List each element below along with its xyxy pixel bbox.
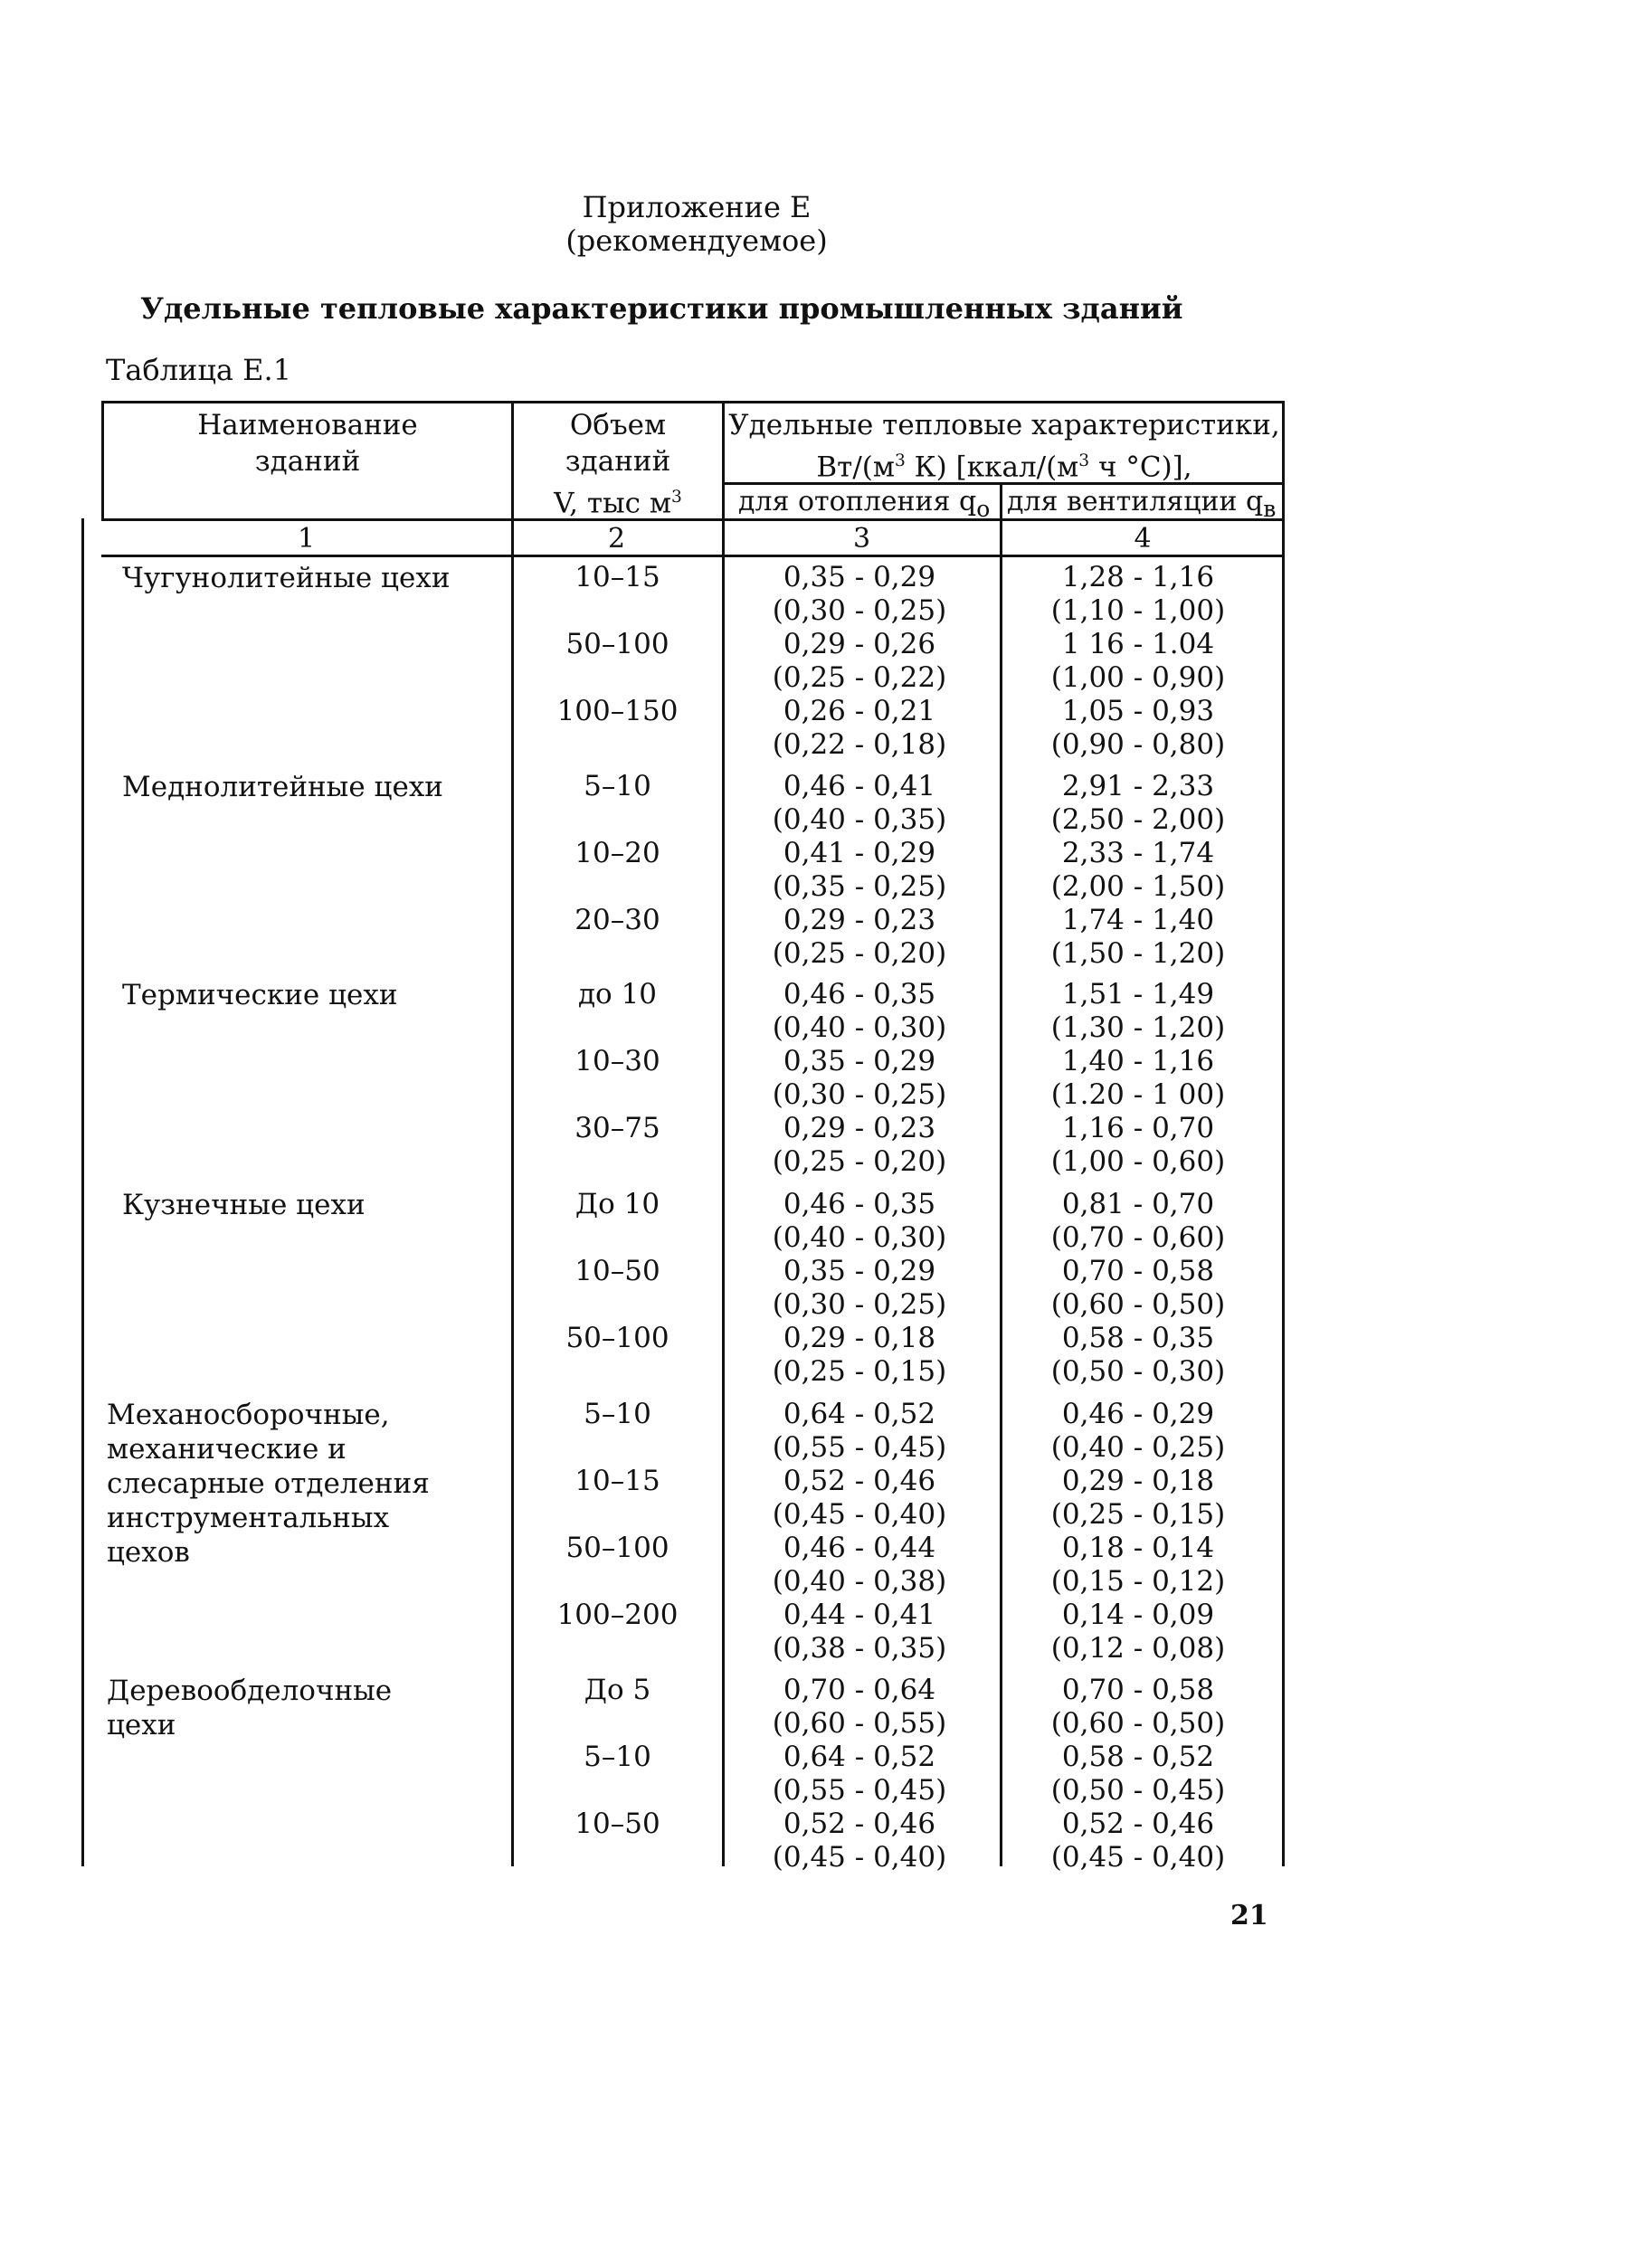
heating-cell bbox=[724, 1741, 995, 1808]
ventilation-cell bbox=[1002, 1808, 1274, 1874]
header-char-unit-a: Вт/(м bbox=[816, 451, 895, 484]
ventilation-cell bbox=[1002, 1188, 1274, 1255]
heating-value-line: (0,60 - 0,55) bbox=[772, 1707, 947, 1740]
heating-cell bbox=[724, 1255, 995, 1322]
heating-value-line: 0,64 - 0,52 bbox=[783, 1741, 936, 1773]
heating-value-line: (0,40 - 0,30) bbox=[772, 1011, 947, 1044]
header-volume-unit: V, тыс м bbox=[554, 487, 671, 520]
heating-value-line: (0,38 - 0,35) bbox=[772, 1632, 947, 1665]
header-name bbox=[104, 407, 511, 479]
ventilation-value-line: (0,12 - 0,08) bbox=[1050, 1632, 1226, 1665]
heating-value-line: 0,44 - 0,41 bbox=[783, 1599, 936, 1631]
ventilation-value-line: (0,70 - 0,60) bbox=[1050, 1221, 1226, 1254]
header-char-unit-c: ч °С)], bbox=[1089, 451, 1192, 484]
heating-value-line: 0,70 - 0,64 bbox=[783, 1674, 936, 1706]
section-title: Удельные тепловые характеристики промышленных зданий bbox=[140, 291, 1183, 326]
building-name bbox=[122, 978, 520, 1012]
ventilation-cell bbox=[1002, 837, 1274, 904]
column-number-1: 1 bbox=[297, 523, 316, 555]
ventilation-cell bbox=[1002, 770, 1274, 837]
heating-value-line: (0,25 - 0,15) bbox=[772, 1355, 947, 1388]
ventilation-value-line: 2,33 - 1,74 bbox=[1061, 837, 1215, 869]
ventilation-value-line: 0,18 - 0,14 bbox=[1061, 1532, 1215, 1564]
heating-value-line: 0,29 - 0,18 bbox=[783, 1322, 936, 1354]
ventilation-cell bbox=[1002, 561, 1274, 628]
header-ventilation-label: для вентиляции q bbox=[1007, 486, 1264, 517]
ventilation-value-line: 2,91 - 2,33 bbox=[1061, 770, 1215, 802]
heating-cell bbox=[724, 1398, 995, 1465]
ventilation-value-line: 1,74 - 1,40 bbox=[1061, 904, 1215, 936]
ventilation-value-line: 0,52 - 0,46 bbox=[1061, 1808, 1215, 1840]
ventilation-cell bbox=[1002, 1599, 1274, 1665]
volume-cell: 10–15 bbox=[574, 561, 660, 593]
appendix-note: (рекомендуемое) bbox=[565, 223, 828, 258]
appendix-title: Приложение Е bbox=[582, 190, 812, 224]
header-char-line1: Удельные тепловые характеристики, bbox=[728, 409, 1280, 441]
ventilation-value-line: (0,50 - 0,45) bbox=[1050, 1774, 1226, 1807]
ventilation-value-line: 0,14 - 0,09 bbox=[1061, 1599, 1215, 1631]
heating-value-line: 0,64 - 0,52 bbox=[783, 1398, 936, 1430]
column-number-line bbox=[101, 555, 1285, 557]
ventilation-value-line: 1,16 - 0,70 bbox=[1061, 1112, 1215, 1144]
ventilation-cell bbox=[1002, 1532, 1274, 1599]
ventilation-cell bbox=[1002, 1045, 1274, 1112]
heating-value-line: 0,26 - 0,21 bbox=[783, 695, 936, 727]
heating-value-line: 0,35 - 0,29 bbox=[783, 1045, 936, 1077]
ventilation-value-line: (0,45 - 0,40) bbox=[1050, 1841, 1226, 1874]
building-name bbox=[107, 1674, 505, 1742]
heating-cell bbox=[724, 1465, 995, 1532]
building-name-line: Кузнечные цехи bbox=[122, 1189, 366, 1221]
heating-value-line: (0,30 - 0,25) bbox=[772, 1078, 947, 1111]
header-volume-line2: зданий bbox=[565, 445, 671, 478]
heating-cell bbox=[724, 1188, 995, 1255]
header-volume-line1: Объем bbox=[569, 409, 667, 441]
header-char-sup1: 3 bbox=[894, 451, 906, 470]
header-heating bbox=[738, 486, 990, 522]
volume-cell: 50–100 bbox=[565, 1532, 669, 1564]
building-name-line: Термические цехи bbox=[122, 979, 398, 1011]
table-left-border-lower bbox=[81, 518, 84, 1866]
header-name-line1: Наименование bbox=[197, 409, 418, 441]
heating-value-line: (0,40 - 0,30) bbox=[772, 1221, 947, 1254]
page-number: 21 bbox=[1230, 1900, 1268, 1931]
ventilation-value-line: (1,10 - 1,00) bbox=[1050, 594, 1226, 627]
ventilation-value-line: (1,00 - 0,60) bbox=[1050, 1145, 1226, 1178]
heating-value-line: (0,22 - 0,18) bbox=[772, 728, 947, 761]
table-label: Таблица Е.1 bbox=[106, 353, 292, 387]
heating-value-line: (0,45 - 0,40) bbox=[772, 1498, 947, 1531]
ventilation-value-line: (0,15 - 0,12) bbox=[1050, 1565, 1226, 1598]
volume-cell: до 10 bbox=[577, 978, 658, 1011]
ventilation-value-line: 1,05 - 0,93 bbox=[1061, 695, 1215, 727]
ventilation-value-line: 0,58 - 0,35 bbox=[1061, 1322, 1215, 1354]
heating-value-line: 0,52 - 0,46 bbox=[783, 1808, 936, 1840]
ventilation-value-line: 0,70 - 0,58 bbox=[1061, 1255, 1215, 1287]
ventilation-value-line: 1,28 - 1,16 bbox=[1061, 561, 1215, 593]
building-name-line: цехов bbox=[107, 1536, 190, 1569]
header-volume bbox=[514, 407, 722, 521]
heating-value-line: (0,55 - 0,45) bbox=[772, 1431, 947, 1464]
heating-cell bbox=[724, 978, 995, 1045]
heating-value-line: 0,46 - 0,44 bbox=[783, 1532, 936, 1564]
ventilation-value-line: 1,40 - 1,16 bbox=[1061, 1045, 1215, 1077]
header-heating-label: для отопления q bbox=[738, 486, 977, 517]
ventilation-value-line: 0,70 - 0,58 bbox=[1061, 1674, 1215, 1706]
ventilation-value-line: (0,90 - 0,80) bbox=[1050, 728, 1226, 761]
header-heating-sub: о bbox=[976, 496, 991, 522]
heating-cell bbox=[724, 1599, 995, 1665]
heating-cell bbox=[724, 561, 995, 628]
volume-cell: 50–100 bbox=[565, 1322, 669, 1354]
ventilation-cell bbox=[1002, 1112, 1274, 1179]
ventilation-cell bbox=[1002, 1741, 1274, 1808]
heating-value-line: 0,29 - 0,26 bbox=[783, 628, 936, 660]
ventilation-cell bbox=[1002, 1255, 1274, 1322]
header-char-sup2: 3 bbox=[1078, 451, 1090, 470]
ventilation-value-line: (0,50 - 0,30) bbox=[1050, 1355, 1226, 1388]
table-top-border bbox=[101, 401, 1285, 403]
volume-cell: До 5 bbox=[584, 1674, 651, 1706]
building-name-line: Чугунолитейные цехи bbox=[122, 562, 451, 594]
ventilation-value-line: 1,51 - 1,49 bbox=[1061, 978, 1215, 1011]
ventilation-cell bbox=[1002, 628, 1274, 695]
volume-cell: 20–30 bbox=[574, 904, 660, 936]
heating-value-line: 0,46 - 0,41 bbox=[783, 770, 936, 802]
heating-value-line: (0,40 - 0,38) bbox=[772, 1565, 947, 1598]
heating-value-line: (0,25 - 0,20) bbox=[772, 1145, 947, 1178]
building-name bbox=[107, 1398, 505, 1570]
ventilation-value-line: (1.20 - 1 00) bbox=[1050, 1078, 1226, 1111]
heating-value-line: 0,35 - 0,29 bbox=[783, 1255, 936, 1287]
volume-cell: 10–15 bbox=[574, 1465, 660, 1497]
building-name bbox=[122, 561, 520, 595]
building-name-line: Меднолитейные цехи bbox=[122, 771, 443, 803]
building-name-line: инструментальных bbox=[107, 1502, 390, 1534]
ventilation-cell bbox=[1002, 695, 1274, 762]
ventilation-value-line: 1 16 - 1.04 bbox=[1061, 628, 1215, 660]
heating-value-line: 0,29 - 0,23 bbox=[783, 1112, 936, 1144]
heating-cell bbox=[724, 1112, 995, 1179]
heating-value-line: (0,55 - 0,45) bbox=[772, 1774, 947, 1807]
volume-cell: До 10 bbox=[574, 1188, 660, 1220]
column-number-3: 3 bbox=[852, 523, 871, 555]
building-name-line: Деревообделочные bbox=[107, 1675, 393, 1707]
heating-value-line: 0,41 - 0,29 bbox=[783, 837, 936, 869]
building-name-line: Механосборочные, bbox=[107, 1399, 390, 1431]
volume-cell: 5–10 bbox=[584, 770, 651, 802]
building-name-line: цехи bbox=[107, 1709, 176, 1741]
header-ventilation bbox=[1007, 486, 1276, 522]
volume-cell: 100–150 bbox=[556, 695, 679, 727]
ventilation-cell bbox=[1002, 904, 1274, 971]
ventilation-cell bbox=[1002, 1398, 1274, 1465]
volume-cell: 100–200 bbox=[556, 1599, 679, 1631]
heating-value-line: (0,30 - 0,25) bbox=[772, 594, 947, 627]
building-name bbox=[122, 770, 520, 804]
volume-cell: 30–75 bbox=[574, 1112, 660, 1144]
heating-cell bbox=[724, 695, 995, 762]
volume-cell: 10–30 bbox=[574, 1045, 660, 1077]
building-name bbox=[122, 1188, 520, 1222]
ventilation-value-line: (1,30 - 1,20) bbox=[1050, 1011, 1226, 1044]
ventilation-value-line: (1,50 - 1,20) bbox=[1050, 937, 1226, 970]
heating-value-line: (0,35 - 0,25) bbox=[772, 870, 947, 903]
building-name-line: механические и bbox=[107, 1433, 347, 1466]
heating-cell bbox=[724, 1674, 995, 1741]
ventilation-value-line: 0,58 - 0,52 bbox=[1061, 1741, 1215, 1773]
ventilation-value-line: 0,46 - 0,29 bbox=[1061, 1398, 1215, 1430]
heating-cell bbox=[724, 904, 995, 971]
building-name-line: слесарные отделения bbox=[107, 1467, 430, 1500]
header-volume-sup: 3 bbox=[670, 488, 682, 507]
volume-cell: 5–10 bbox=[584, 1741, 651, 1773]
header-characteristics bbox=[724, 407, 1285, 485]
ventilation-value-line: (2,00 - 1,50) bbox=[1050, 870, 1226, 903]
heating-value-line: 0,46 - 0,35 bbox=[783, 978, 936, 1011]
ventilation-value-line: (0,40 - 0,25) bbox=[1050, 1431, 1226, 1464]
header-char-line2 bbox=[724, 443, 1285, 485]
heating-value-line: (0,40 - 0,35) bbox=[772, 803, 947, 836]
column-number-4: 4 bbox=[1134, 523, 1152, 555]
heating-cell bbox=[724, 628, 995, 695]
header-volume-line3 bbox=[514, 479, 722, 521]
heating-cell bbox=[724, 1532, 995, 1599]
ventilation-cell bbox=[1002, 1465, 1274, 1532]
heating-cell bbox=[724, 1322, 995, 1389]
heating-cell bbox=[724, 1808, 995, 1874]
heating-value-line: 0,52 - 0,46 bbox=[783, 1465, 936, 1497]
volume-cell: 10–50 bbox=[574, 1808, 660, 1840]
volume-cell: 10–20 bbox=[574, 837, 660, 869]
volume-cell: 10–50 bbox=[574, 1255, 660, 1287]
column-number-2: 2 bbox=[607, 523, 626, 555]
ventilation-cell bbox=[1002, 1322, 1274, 1389]
heating-cell bbox=[724, 770, 995, 837]
header-name-line2: зданий bbox=[254, 445, 361, 478]
ventilation-value-line: (0,60 - 0,50) bbox=[1050, 1707, 1226, 1740]
ventilation-value-line: (0,25 - 0,15) bbox=[1050, 1498, 1226, 1531]
heating-value-line: 0,29 - 0,23 bbox=[783, 904, 936, 936]
ventilation-cell bbox=[1002, 978, 1274, 1045]
ventilation-cell bbox=[1002, 1674, 1274, 1741]
heating-value-line: (0,25 - 0,22) bbox=[772, 661, 947, 694]
heating-value-line: (0,45 - 0,40) bbox=[772, 1841, 947, 1874]
heating-value-line: 0,35 - 0,29 bbox=[783, 561, 936, 593]
ventilation-value-line: (1,00 - 0,90) bbox=[1050, 661, 1226, 694]
ventilation-value-line: 0,81 - 0,70 bbox=[1061, 1188, 1215, 1220]
heating-cell bbox=[724, 837, 995, 904]
volume-cell: 50–100 bbox=[565, 628, 669, 660]
ventilation-value-line: 0,29 - 0,18 bbox=[1061, 1465, 1215, 1497]
ventilation-value-line: (0,60 - 0,50) bbox=[1050, 1288, 1226, 1321]
heating-value-line: (0,30 - 0,25) bbox=[772, 1288, 947, 1321]
heating-value-line: 0,46 - 0,35 bbox=[783, 1188, 936, 1220]
ventilation-value-line: (2,50 - 2,00) bbox=[1050, 803, 1226, 836]
heating-cell bbox=[724, 1045, 995, 1112]
volume-cell: 5–10 bbox=[584, 1398, 651, 1430]
header-ventilation-sub: в bbox=[1263, 496, 1277, 522]
heating-value-line: (0,25 - 0,20) bbox=[772, 937, 947, 970]
table-right-border bbox=[1282, 401, 1285, 1866]
header-char-unit-b: К) [ккал/(м bbox=[905, 451, 1079, 484]
